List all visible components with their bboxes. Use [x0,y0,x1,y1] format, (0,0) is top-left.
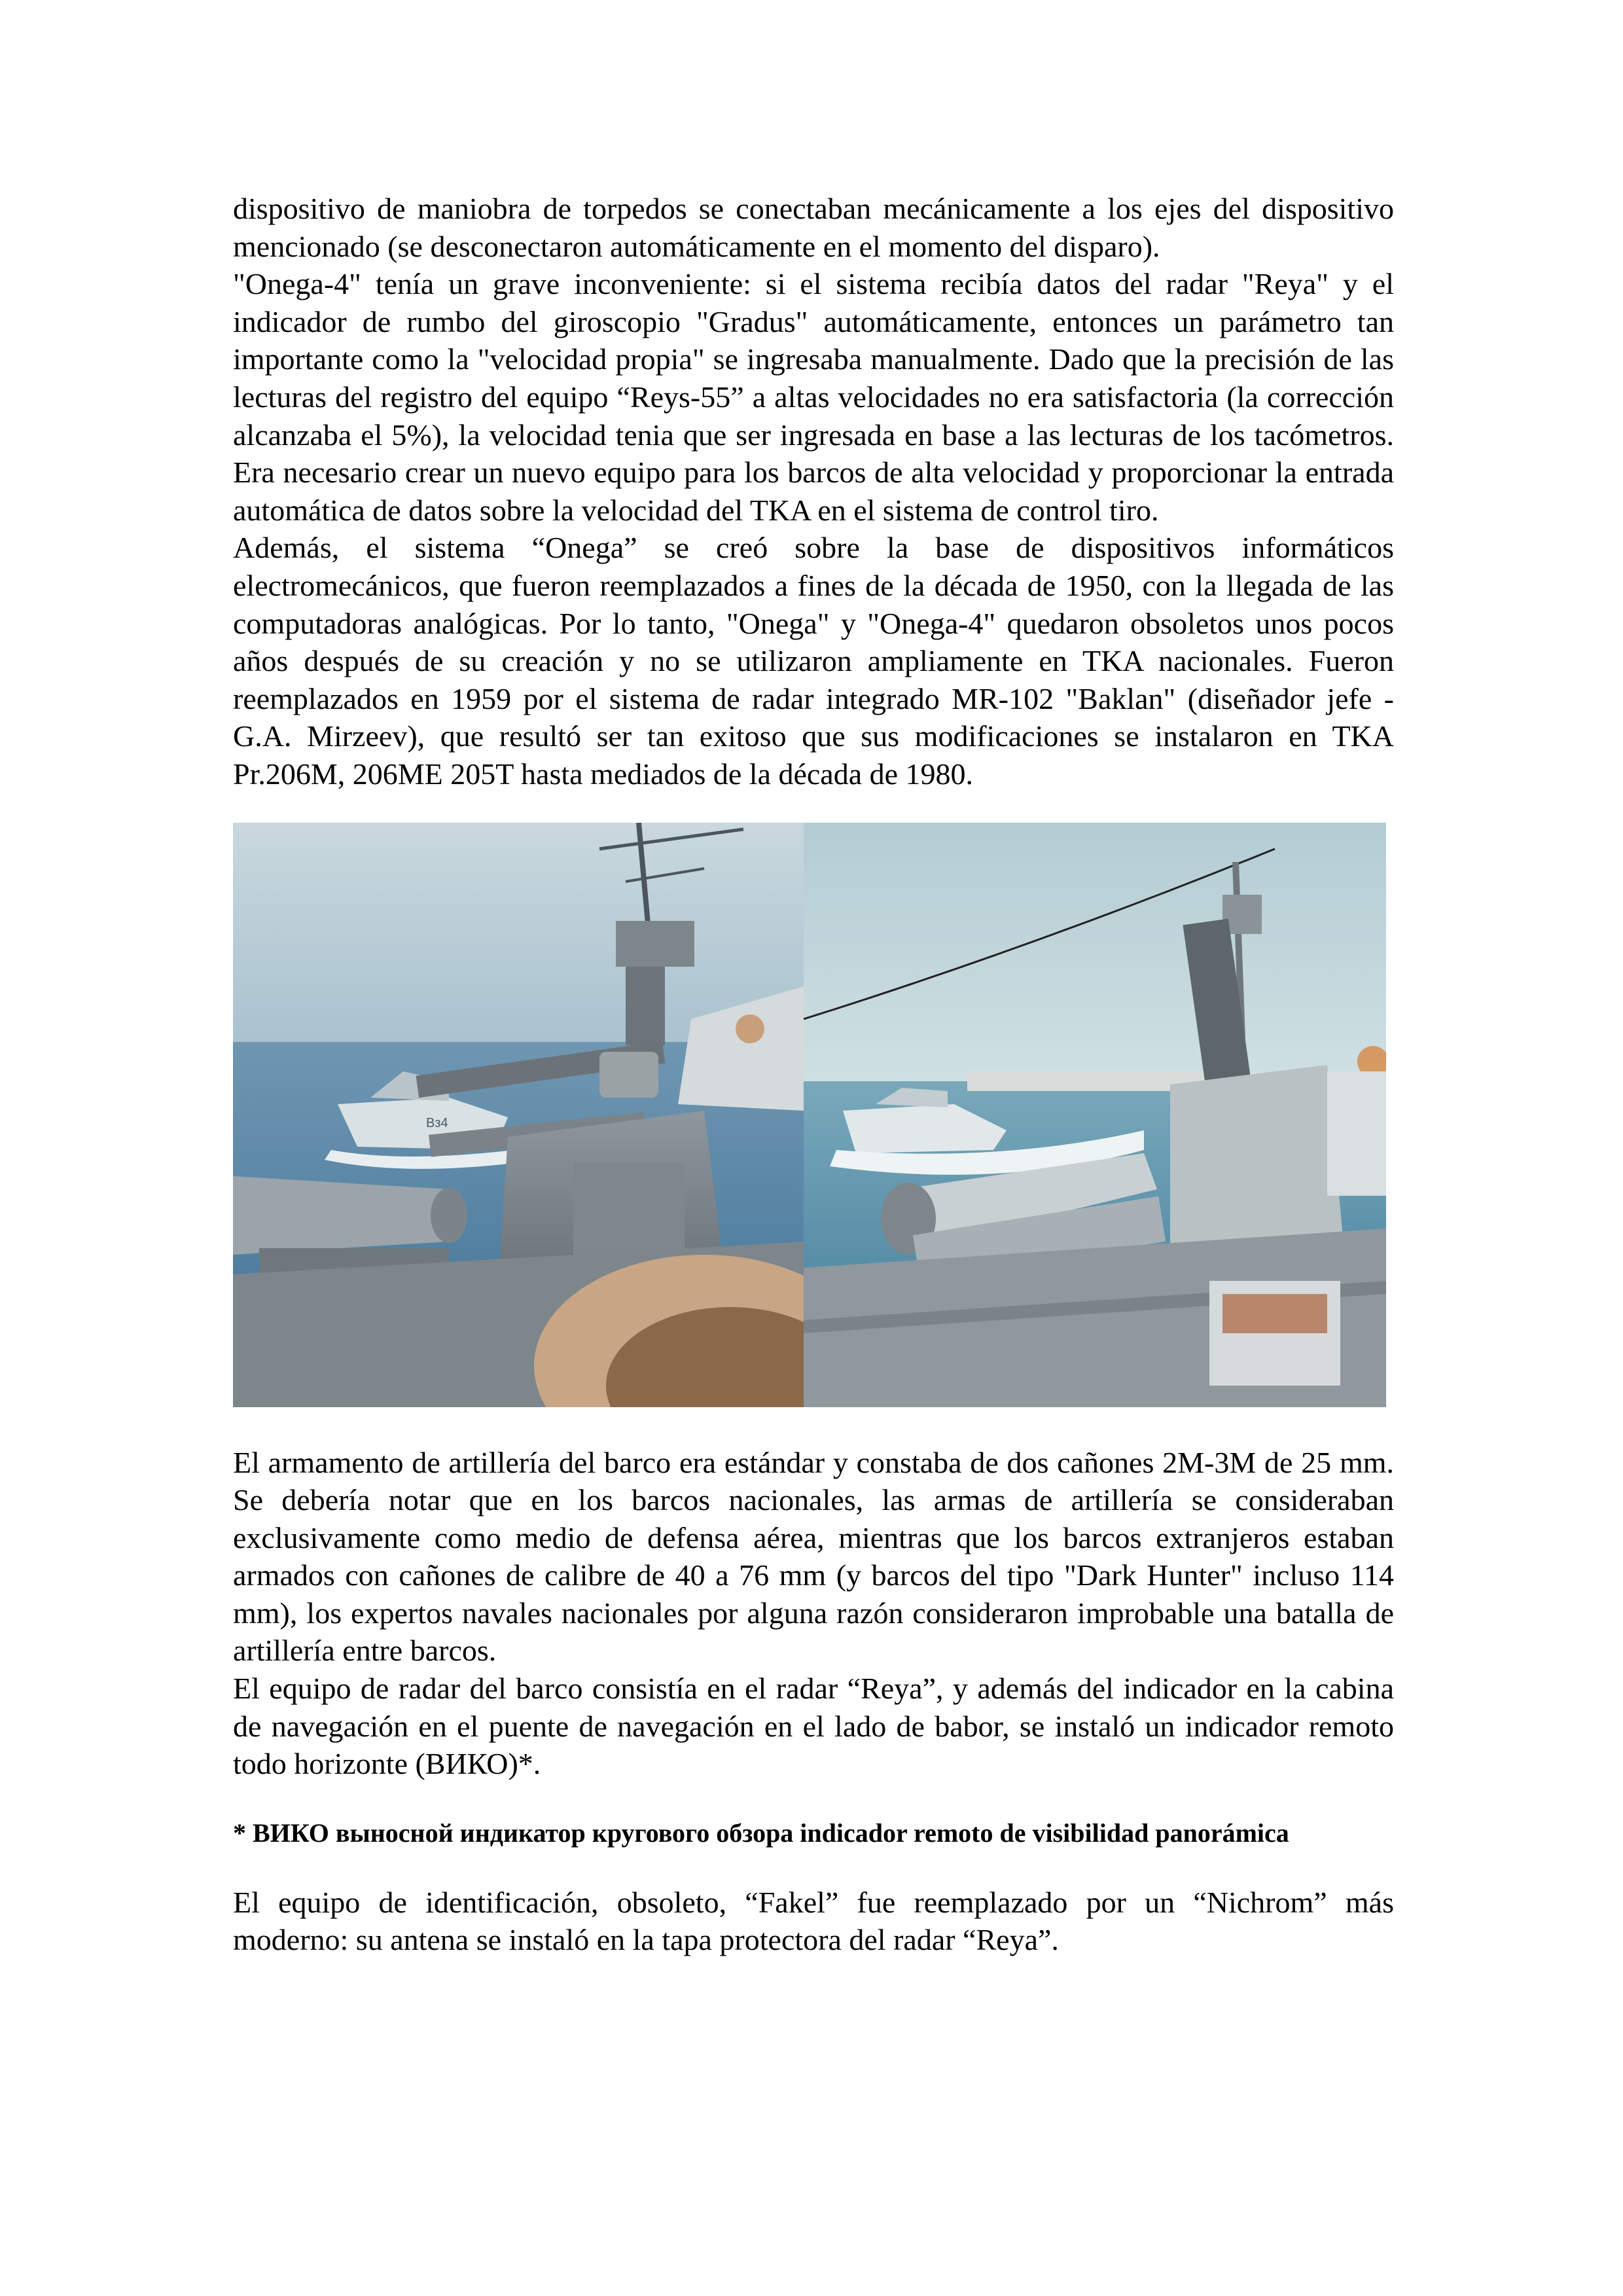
document-page [233,190,1394,1959]
footnote-viko: * ВИКО выносной индикатор кругового обзора indicador remoto de visibilidad panorámica [233,1818,1289,1848]
paragraph-onega-obsolete: Además, el sistema “Onega” se creó sobre la base de dispositivos informáticos electromecánicos, que fueron reemplazados a fines de la década de 1950, con la llegada de las computadoras analógicas. Por lo tanto, "Onega" y "Onega-4" quedaron obsoletos unos pocos años después de su creación y no se utilizaron ampliamente en TKA nacionales. Fueron reemplazados en 1959 por el sistema de radar integrado MR-102 "Baklan" (diseñador jefe - G.A. Mirzeev), que resultó ser tan exitoso que sus modificaciones se instalaron en TKA Pr.206M, 206ME 205T hasta mediados de la década de 1980. [233,531,1394,791]
photo-deck-gun-right [804,823,1386,1407]
paragraph-torpedo-device: dispositivo de maniobra de torpedos se conectaban mecánicamente a los ejes del dispositivo mencionado (se desconectaron automáticamente en el momento del disparo). [233,192,1394,263]
boat-hull-number: Вз4 [426,1115,448,1130]
paragraph-onega4-drawback: "Onega-4" tenía un grave inconveniente: si el sistema recibía datos del radar "Reya" y el indicador de rumbo del giroscopio "Gradus" automáticamente, entonces un parámetro tan importante como la "velocidad propia" se ingresaba manualmente. Dado que la precisión de las lecturas del registro del equipo “Reys-55” a altas velocidades no era satisfactoria (la corrección alcanzaba el 5%), la velocidad tenia que ser ingresada en base a las lecturas de los tacómetros. Era necesario crear un nuevo equipo para los barcos de alta velocidad y proporcionar la entrada automática de datos sobre la velocidad del TKA en el sistema de control tiro. [233,267,1394,527]
paragraph-identification: El equipo de identificación, obsoleto, “Fakel” fue reemplazado por un “Nichrom” más moderno: su antena se instaló en la tapa protectora del radar “Reya”. [233,1885,1394,1957]
paragraph-radar: El equipo de radar del barco consistía en el radar “Reya”, y además del indicador en la cabina de navegación en el puente de navegación en el lado de babor, se instaló un indicador remoto todo horizonte (ВИКО)*. [233,1672,1394,1781]
photo-strip [233,823,1386,1407]
photo-deck-gun-left [233,823,804,1407]
paragraph-artillery: El armamento de artillería del barco era estándar y constaba de dos cañones 2M-3M de 25 mm. Se debería notar que en los barcos nacionales, las armas de artillería se consideraban exclusivamente como medio de defensa aérea, mientras que los barcos extranjeros estaban armados con cañones de calibre de 40 a 76 mm (y barcos del tipo "Dark Hunter" incluso 114 mm), los expertos navales nacionales por alguna razón consideraron improbable una batalla de artillería entre barcos. [233,1445,1394,1668]
